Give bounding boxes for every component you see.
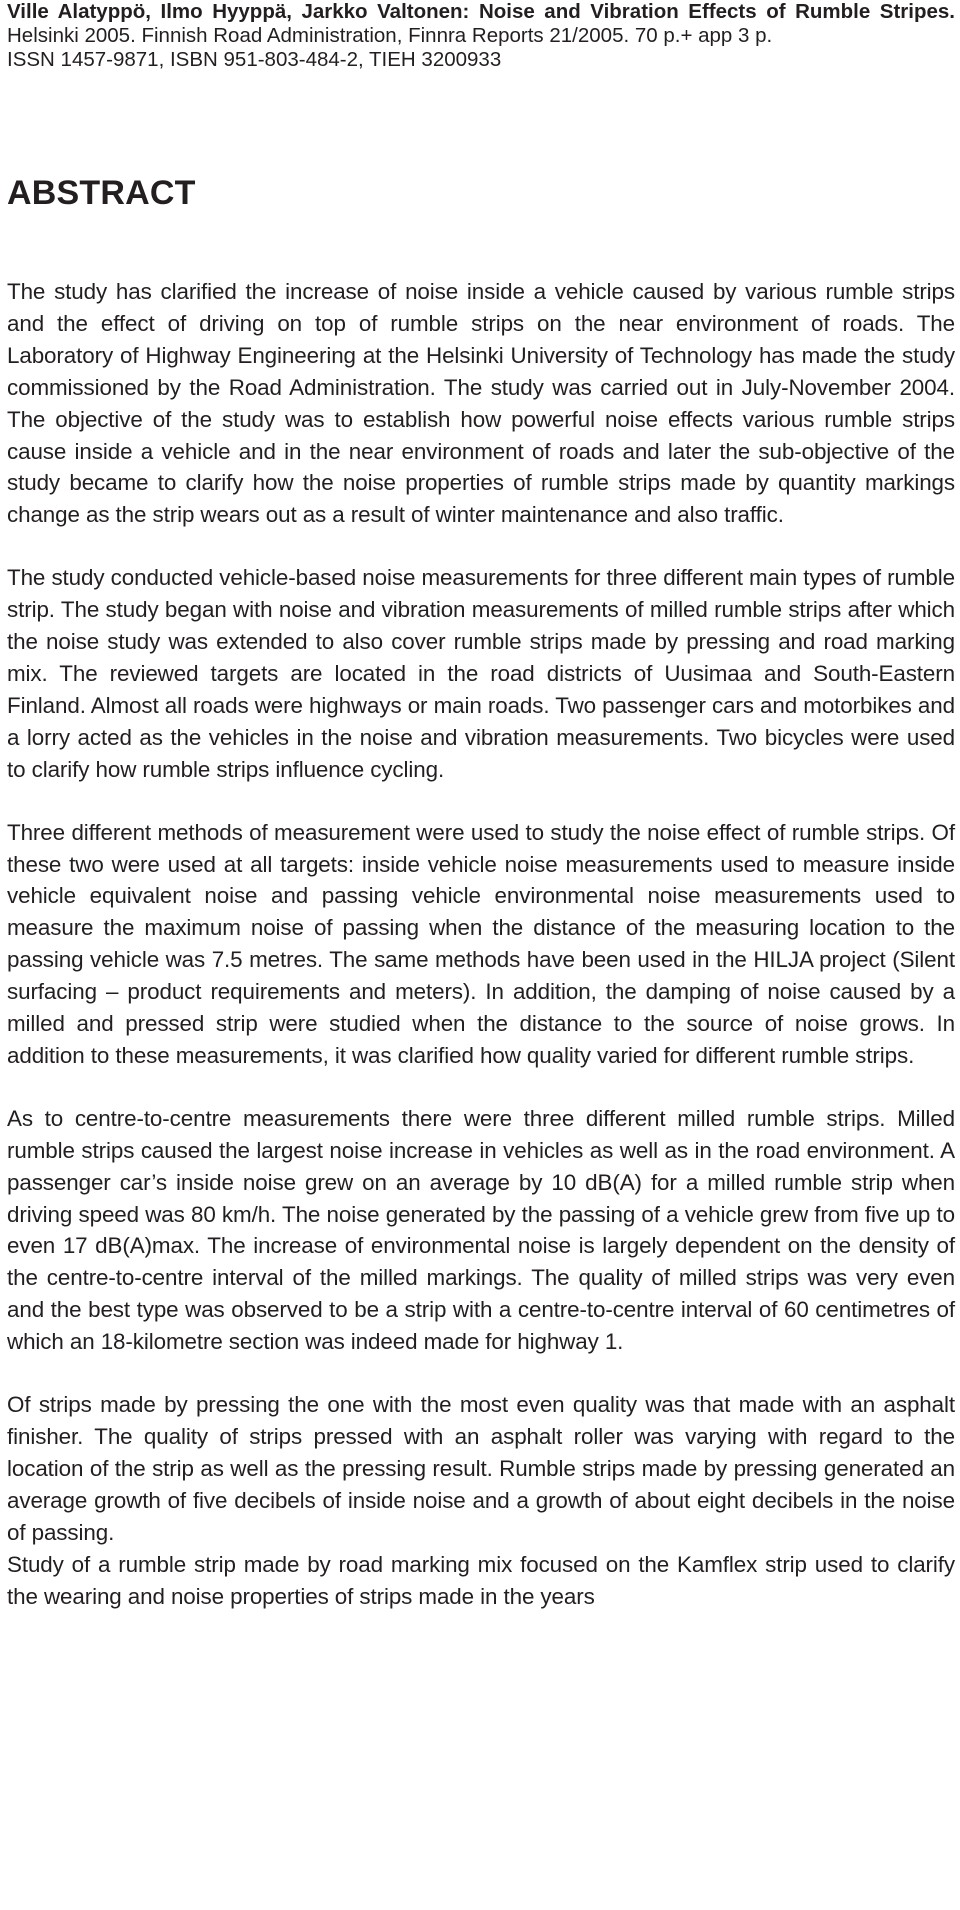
abstract-body bbox=[7, 276, 955, 1612]
citation-title: Noise and Vibration Effects of Rumble Stripes. bbox=[478, 0, 955, 23]
citation-publication: Helsinki 2005. Finnish Road Administration, Finnra Reports 21/2005. 70 p.+ app 3 p. bbox=[7, 24, 773, 47]
citation-identifiers: ISSN 1457-9871, ISBN 951-803-484-2, TIEH 3200933 bbox=[7, 48, 502, 71]
abstract-paragraph-4: As to centre-to-centre measurements there were three different milled rumble strips. Milled rumble strips caused the largest noise increase in vehicles as well as in the road environment. A passenger car’s inside noise grew on an average by 10 dB(A) for a milled rumble strip when driving speed was 80 km/h. The noise generated by the passing of a vehicle grew from five up to even 17 dB(A)max. The increase of environmental noise is largely dependent on the density of the centre-to-centre interval of the milled markings. The quality of milled strips was very even and the best type was observed to be a strip with a centre-to-centre interval of 60 centimetres of which an 18-kilometre section was indeed made for highway 1. bbox=[7, 1105, 955, 1355]
abstract-heading: ABSTRACT bbox=[7, 174, 196, 212]
citation-block bbox=[7, 0, 955, 72]
abstract-paragraph-1: The study has clarified the increase of noise inside a vehicle caused by various rumble strips and the effect of driving on top of rumble strips on the near environment of roads. The Laboratory of Highway Engineering at the Helsinki University of Technology has made the study commissioned by the Road Administration. The study was carried out in July-November 2004. The objective of the study was to establish how powerful noise effects various rumble strips cause inside a vehicle and in the near environment of roads and later the sub-objective of the study became to clarify how the noise properties of rumble strips made by quantity markings change as the strip wears out as a result of winter maintenance and also traffic. bbox=[7, 279, 955, 528]
abstract-paragraph-6: Study of a rumble strip made by road marking mix focused on the Kamflex strip used to clarify the wearing and noise properties of strips made in the years bbox=[7, 1551, 955, 1609]
abstract-paragraph-3: Three different methods of measurement were used to study the noise effect of rumble strips. Of these two were used at all targets: inside vehicle noise measurements used to measure inside vehicle equivalent noise and passing vehicle environmental noise measurements used to measure the maximum noise of passing when the distance of the measuring location to the passing vehicle was 7.5 metres. The same methods have been used in the HILJA project (Silent surfacing – product requirements and meters). In addition, the damping of noise caused by a milled and pressed strip were studied when the distance to the source of noise grows. In addition to these measurements, it was clarified how quality varied for different rumble strips. bbox=[7, 819, 955, 1068]
abstract-paragraph-2: The study conducted vehicle-based noise measurements for three different main types of rumble strip. The study began with noise and vibration measurements of milled rumble strips after which the noise study was extended to also cover rumble strips made by pressing and road marking mix. The reviewed targets are located in the road districts of Uusimaa and South-Eastern Finland. Almost all roads were highways or main roads. Two passenger cars and motorbikes and a lorry acted as the vehicles in the noise and vibration measurements. Two bicycles were used to clarify how rumble strips influence cycling. bbox=[7, 565, 955, 782]
citation-authors: Ville Alatyppö, Ilmo Hyyppä, Jarkko Valtonen: bbox=[7, 0, 470, 23]
abstract-paragraph-5: Of strips made by pressing the one with the most even quality was that made with an asphalt finisher. The quality of strips pressed with an asphalt roller was varying with regard to the location of the strip as well as the pressing result. Rumble strips made by pressing generated an average growth of five decibels of inside noise and a growth of about eight decibels in the noise of passing. bbox=[7, 1392, 955, 1545]
